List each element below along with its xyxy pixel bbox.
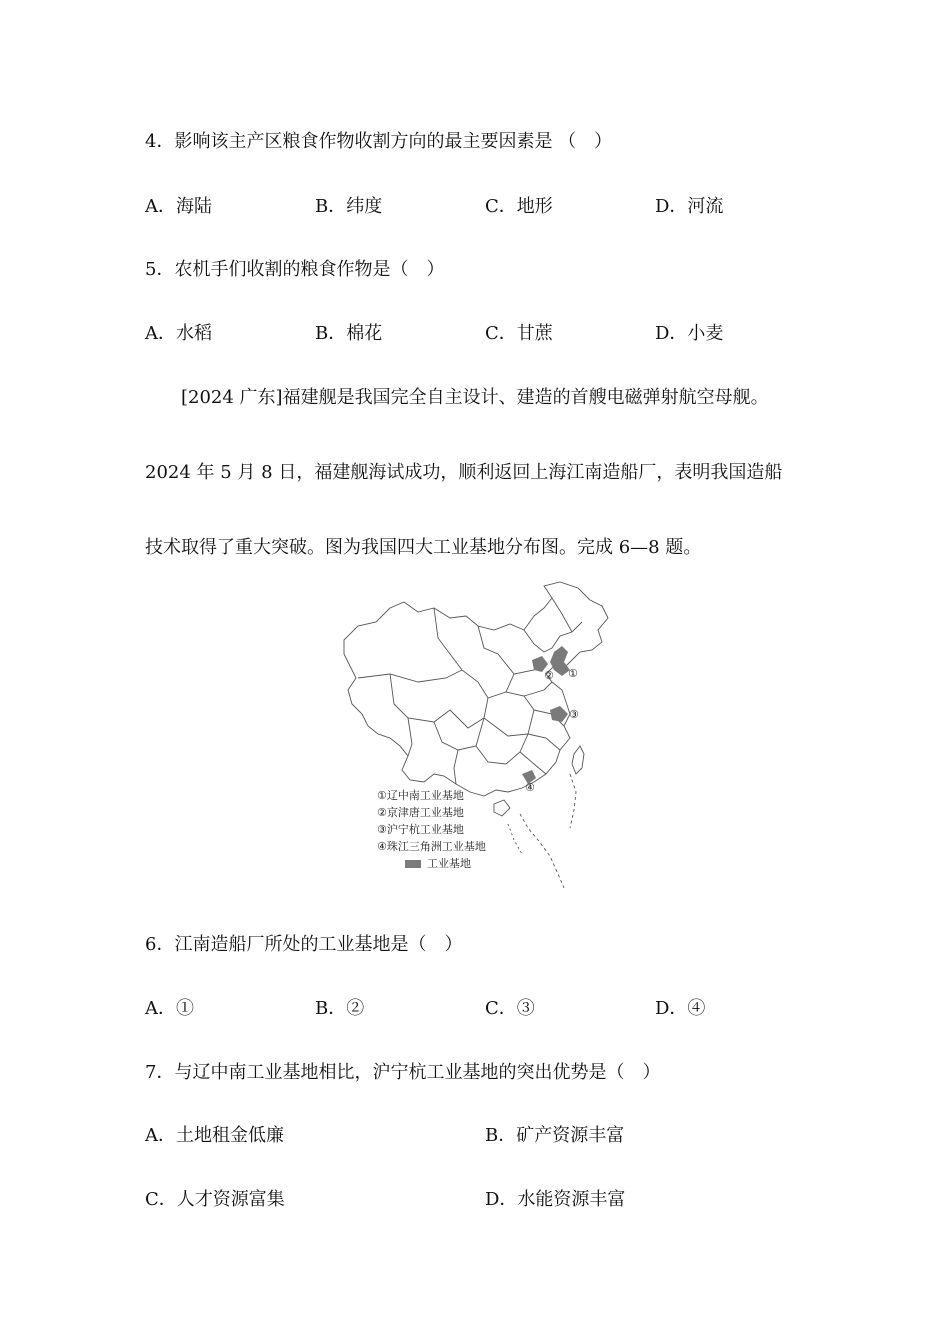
question-7-stem: 7．与辽中南工业基地相比，沪宁杭工业基地的突出优势是（ ） [145,1062,661,1083]
legend-swatch [405,860,421,868]
q7-option-b: B．矿产资源丰富 [485,1125,625,1146]
legend-swatch-label: 工业基地 [427,857,471,870]
material-line-2: 2024 年 5 月 8 日，福建舰海试成功，顺利返回上海江南造船厂，表明我国造船 [145,462,783,483]
map-marker-1: ① [568,667,578,680]
map-marker-3: ③ [569,708,579,721]
q7-option-a: A．土地租金低廉 [145,1125,284,1146]
q6-option-b: B．② [315,998,365,1019]
q7-option-c: C．人才资源富集 [145,1189,285,1210]
q7-option-d: D．水能资源丰富 [485,1189,626,1210]
q4-option-b: B．纬度 [315,196,383,217]
legend-item-1: ①辽中南工业基地 [377,789,464,802]
industrial-base-regions [522,646,570,784]
q5-option-b: B．棉花 [315,323,383,344]
legend-item-4: ④珠江三角洲工业基地 [377,840,486,853]
material-line-1: [2024 广东]福建舰是我国完全自主设计、建造的首艘电磁弹射航空母舰。 [181,387,769,408]
question-5-stem: 5．农机手们收割的粮食作物是（ ） [145,259,445,280]
q4-option-d: D．河流 [655,196,724,217]
q6-option-d: D．④ [655,998,706,1019]
q4-option-a: A．海陆 [145,196,212,217]
legend-item-3: ③沪宁杭工业基地 [377,823,464,836]
q4-option-c: C．地形 [485,196,553,217]
q6-option-c: C．③ [485,998,535,1019]
legend-item-2: ②京津唐工业基地 [377,806,464,819]
question-4-stem: 4．影响该主产区粮食作物收割方向的最主要因素是 （ ） [145,131,613,152]
q5-option-d: D．小麦 [655,323,724,344]
base-3-huningzhang [550,706,568,722]
legend-swatch-row [377,855,486,872]
q6-option-a: A．① [145,998,194,1019]
q5-option-a: A．水稻 [145,323,212,344]
q5-option-c: C．甘蔗 [485,323,553,344]
map-legend [377,787,486,872]
material-line-3: 技术取得了重大突破。图为我国四大工业基地分布图。完成 6—8 题。 [145,537,702,558]
question-6-stem: 6．江南造船厂所处的工业基地是（ ） [145,934,463,955]
map-marker-4: ④ [525,781,535,794]
map-marker-2: ② [544,669,554,682]
